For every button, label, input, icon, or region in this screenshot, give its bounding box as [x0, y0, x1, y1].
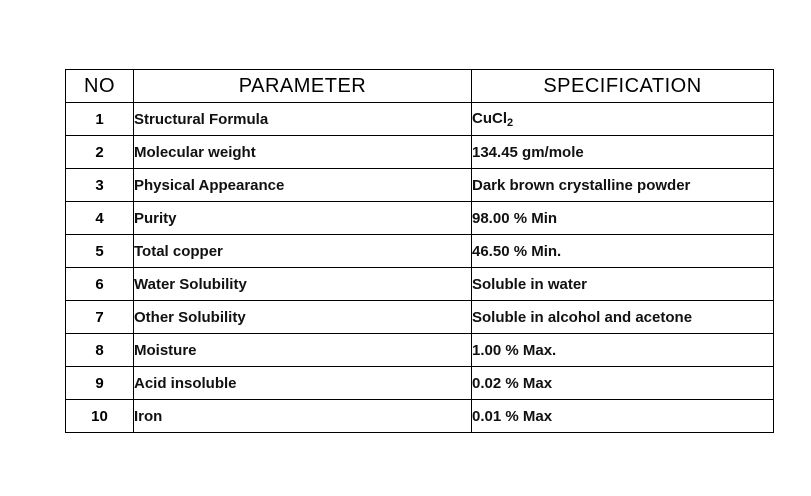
row-number: 10: [66, 400, 134, 433]
parameter-cell: Other Solubility: [134, 301, 472, 334]
row-number: 1: [66, 103, 134, 136]
parameter-cell: Acid insoluble: [134, 367, 472, 400]
table-row: [66, 301, 774, 334]
table-row: [66, 169, 774, 202]
specification-cell: Soluble in alcohol and acetone: [472, 301, 774, 334]
table-row: [66, 400, 774, 433]
specification-cell: 46.50 % Min.: [472, 235, 774, 268]
parameter-cell: Water Solubility: [134, 268, 472, 301]
table-row: [66, 103, 774, 136]
row-number: 7: [66, 301, 134, 334]
header-no: NO: [66, 70, 134, 103]
table-row: [66, 202, 774, 235]
specification-cell: Dark brown crystalline powder: [472, 169, 774, 202]
row-number: 9: [66, 367, 134, 400]
specification-table: [65, 69, 774, 433]
formula-text: CuCl: [472, 109, 507, 127]
parameter-cell: Physical Appearance: [134, 169, 472, 202]
table-row: [66, 334, 774, 367]
parameter-cell: Molecular weight: [134, 136, 472, 169]
header-specification: SPECIFICATION: [472, 70, 774, 103]
parameter-cell: Structural Formula: [134, 103, 472, 136]
specification-cell: 1.00 % Max.: [472, 334, 774, 367]
row-number: 3: [66, 169, 134, 202]
specification-cell: 98.00 % Min: [472, 202, 774, 235]
specification-cell: 134.45 gm/mole: [472, 136, 774, 169]
table-row: [66, 235, 774, 268]
specification-cell: 0.02 % Max: [472, 367, 774, 400]
parameter-cell: Purity: [134, 202, 472, 235]
row-number: 5: [66, 235, 134, 268]
parameter-cell: Total copper: [134, 235, 472, 268]
specification-cell: [472, 103, 774, 136]
specification-cell: 0.01 % Max: [472, 400, 774, 433]
parameter-cell: Moisture: [134, 334, 472, 367]
table-row: [66, 136, 774, 169]
row-number: 4: [66, 202, 134, 235]
row-number: 8: [66, 334, 134, 367]
parameter-cell: Iron: [134, 400, 472, 433]
table-row: [66, 268, 774, 301]
table-header-row: [66, 70, 774, 103]
row-number: 2: [66, 136, 134, 169]
header-parameter: PARAMETER: [134, 70, 472, 103]
row-number: 6: [66, 268, 134, 301]
table-row: [66, 367, 774, 400]
formula-subscript: 2: [507, 116, 514, 129]
specification-cell: Soluble in water: [472, 268, 774, 301]
